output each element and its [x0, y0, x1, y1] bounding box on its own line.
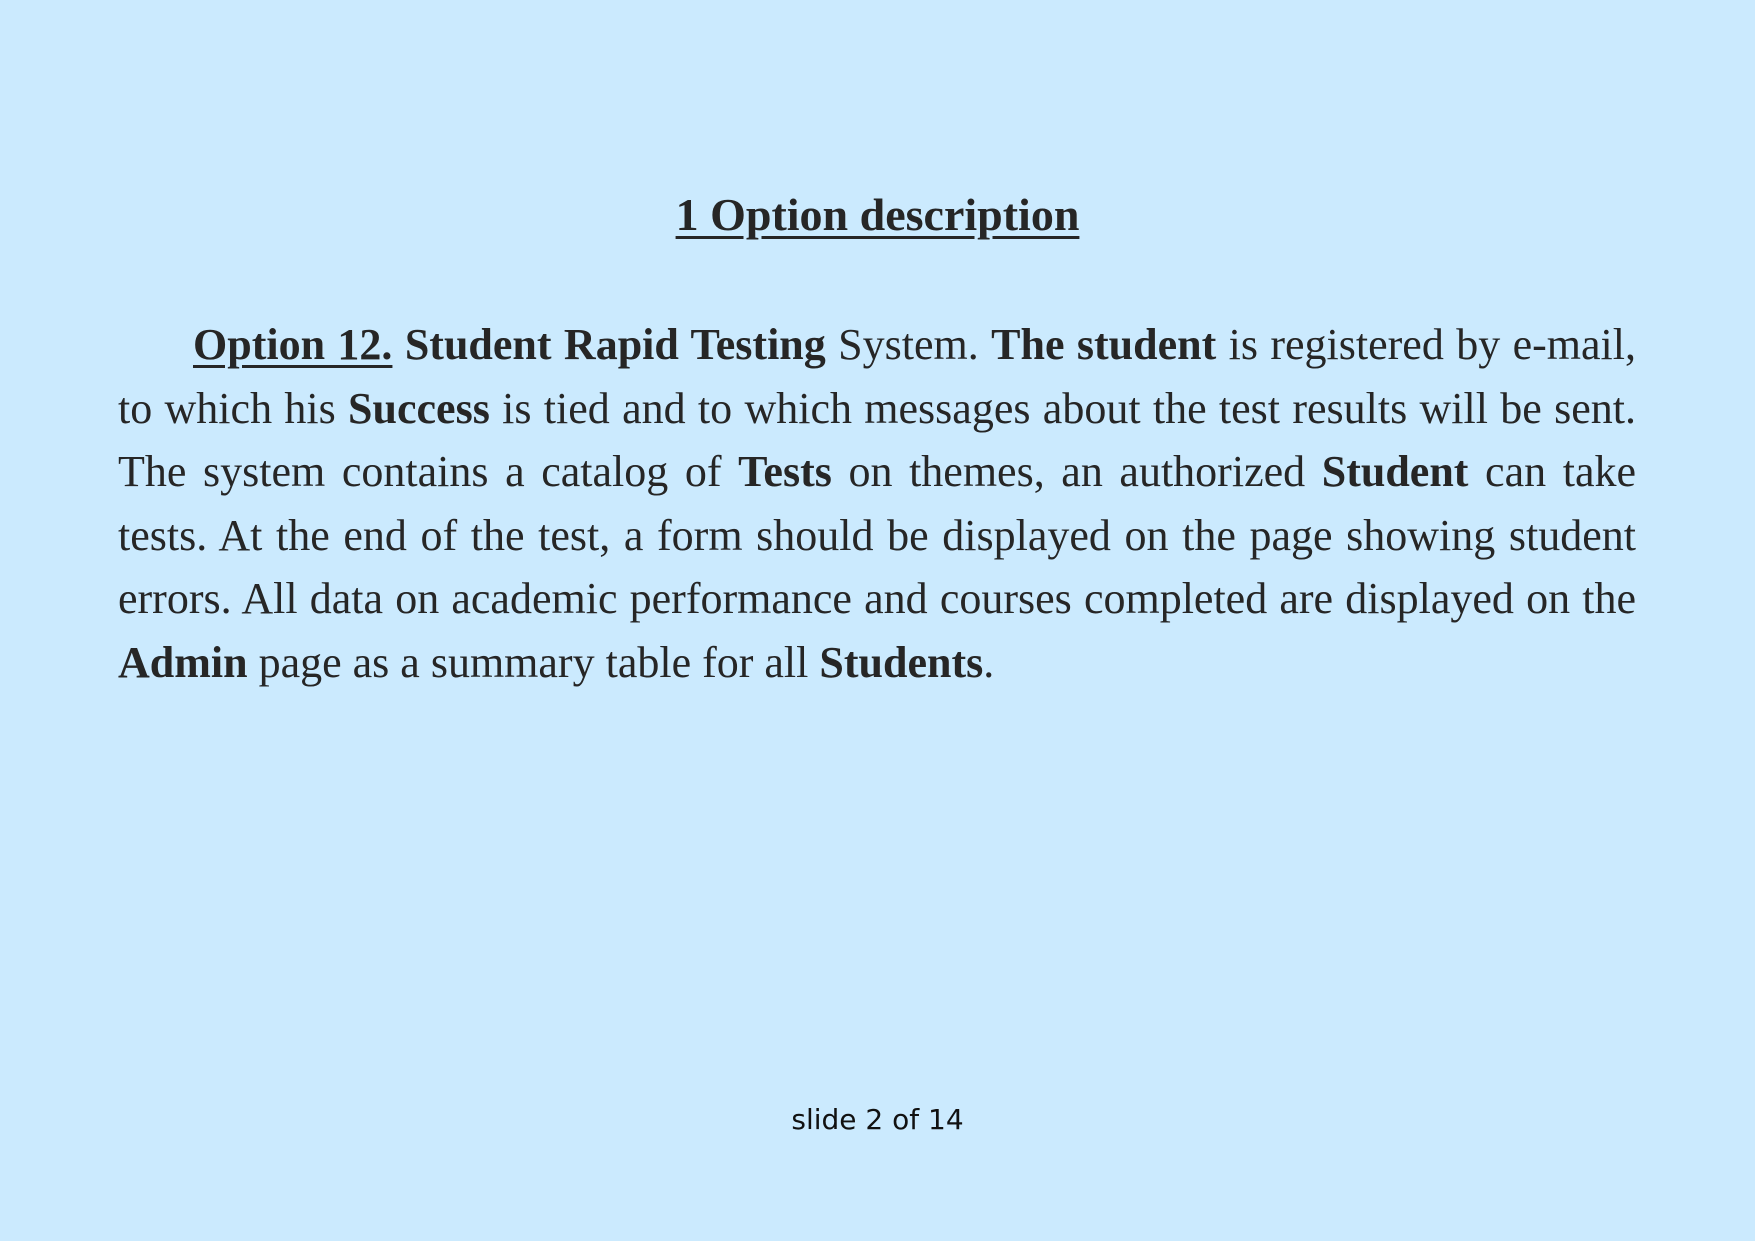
- text-run: [392, 320, 404, 369]
- text-run: System.: [825, 320, 992, 369]
- term-the-student: The student: [991, 320, 1217, 369]
- text-run: .: [983, 637, 995, 687]
- term-students: Students: [819, 637, 984, 687]
- text-run: page as a summary table for all: [247, 637, 820, 687]
- option-number-text: Option 12.: [193, 320, 393, 369]
- term-tests: Tests: [738, 447, 832, 496]
- text-run: can take tests. At the end of the test, a form should be displayed on the page showing student errors. All data on academic performance and courses completed are displayed on the: [118, 447, 1637, 623]
- system-name: Student Rapid Testing: [404, 320, 826, 369]
- text-run: is registered by e-mail, to which his: [118, 320, 1637, 433]
- option-number-label: [193, 320, 392, 369]
- slide-counter: slide 2 of 14: [791, 1103, 964, 1136]
- term-admin: Admin: [118, 637, 248, 687]
- text-run: is tied and to which messages about the test results will be sent. The system contains a catalog of: [118, 383, 1636, 496]
- text-run: on themes, an authorized: [831, 447, 1322, 496]
- term-success: Success: [348, 383, 490, 433]
- slide-title-text: 1 Option description: [675, 189, 1080, 240]
- slide-title: [0, 185, 1755, 245]
- option-description-paragraph: [118, 313, 1636, 694]
- term-student: Student: [1321, 447, 1469, 496]
